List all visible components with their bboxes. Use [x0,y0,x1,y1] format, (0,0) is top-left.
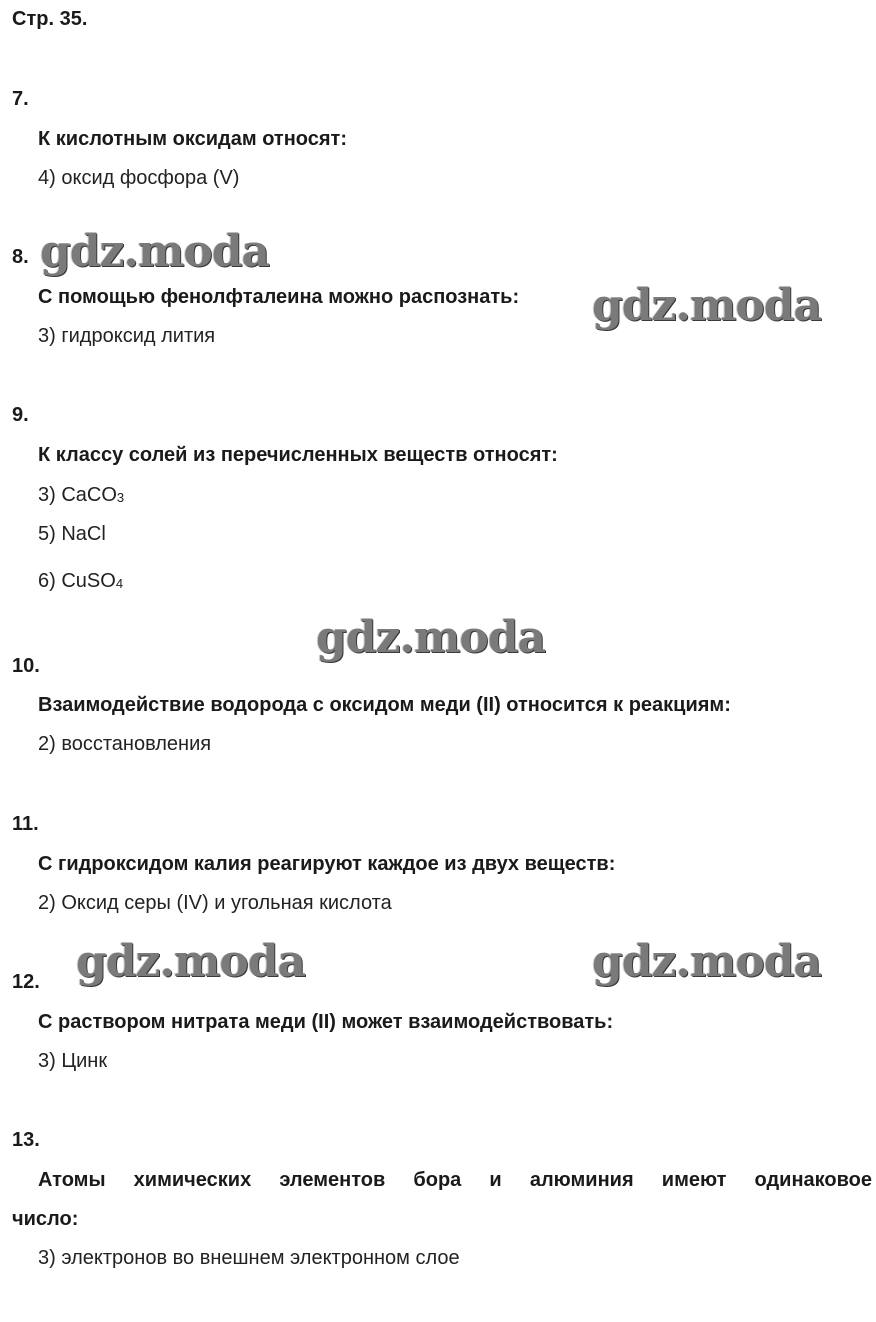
page-header: Стр. 35. [12,8,88,30]
watermark-logo: gdz.moda [40,226,270,277]
watermark-logo: gdz.moda [592,936,822,987]
question-text: Атомы химических элементов бора и алюминия имеют одинаковое [38,1169,872,1191]
question-text: К классу солей из перечисленных веществ относят: [38,444,558,466]
answer-text: 4) оксид фосфора (V) [38,167,240,189]
question-number: 12. [12,971,40,993]
question-text: К кислотным оксидам относят: [38,128,348,150]
question-number: 13. [12,1129,40,1151]
question-text: С раствором нитрата меди (II) может взаимодействовать: [38,1011,614,1033]
formula-subscript: 4 [115,576,124,591]
formula-subscript: 3 [116,490,125,505]
question-number: 11. [12,813,39,835]
answer-text: 2) восстановления [38,733,212,755]
answer-formula: 3) CaCO [38,484,117,506]
answer-text: 3) Цинк [38,1050,108,1072]
answer-text: 5) NaCl [38,523,106,545]
question-number: 8. [12,246,29,268]
watermark-logo: gdz.moda [316,612,546,663]
question-number: 9. [12,404,29,426]
answer-text: 3) гидроксид лития [38,325,216,347]
question-number: 7. [12,88,29,110]
question-number: 10. [12,655,40,677]
answer-text: 3) электронов во внешнем электронном слое [38,1247,460,1269]
answer-text [38,570,123,593]
watermark-logo: gdz.moda [592,280,822,331]
answer-text: 2) Оксид серы (IV) и угольная кислота [38,892,392,914]
question-text: С гидроксидом калия реагируют каждое из двух веществ: [38,853,616,875]
question-text-continued: число: [12,1208,79,1230]
answer-formula: 6) CuSO [38,570,116,592]
watermark-logo: gdz.moda [76,936,306,987]
answer-text [38,484,124,507]
question-text: С помощью фенолфталеина можно распознать: [38,286,520,308]
question-text: Взаимодействие водорода с оксидом меди (II) относится к реакциям: [38,694,731,716]
